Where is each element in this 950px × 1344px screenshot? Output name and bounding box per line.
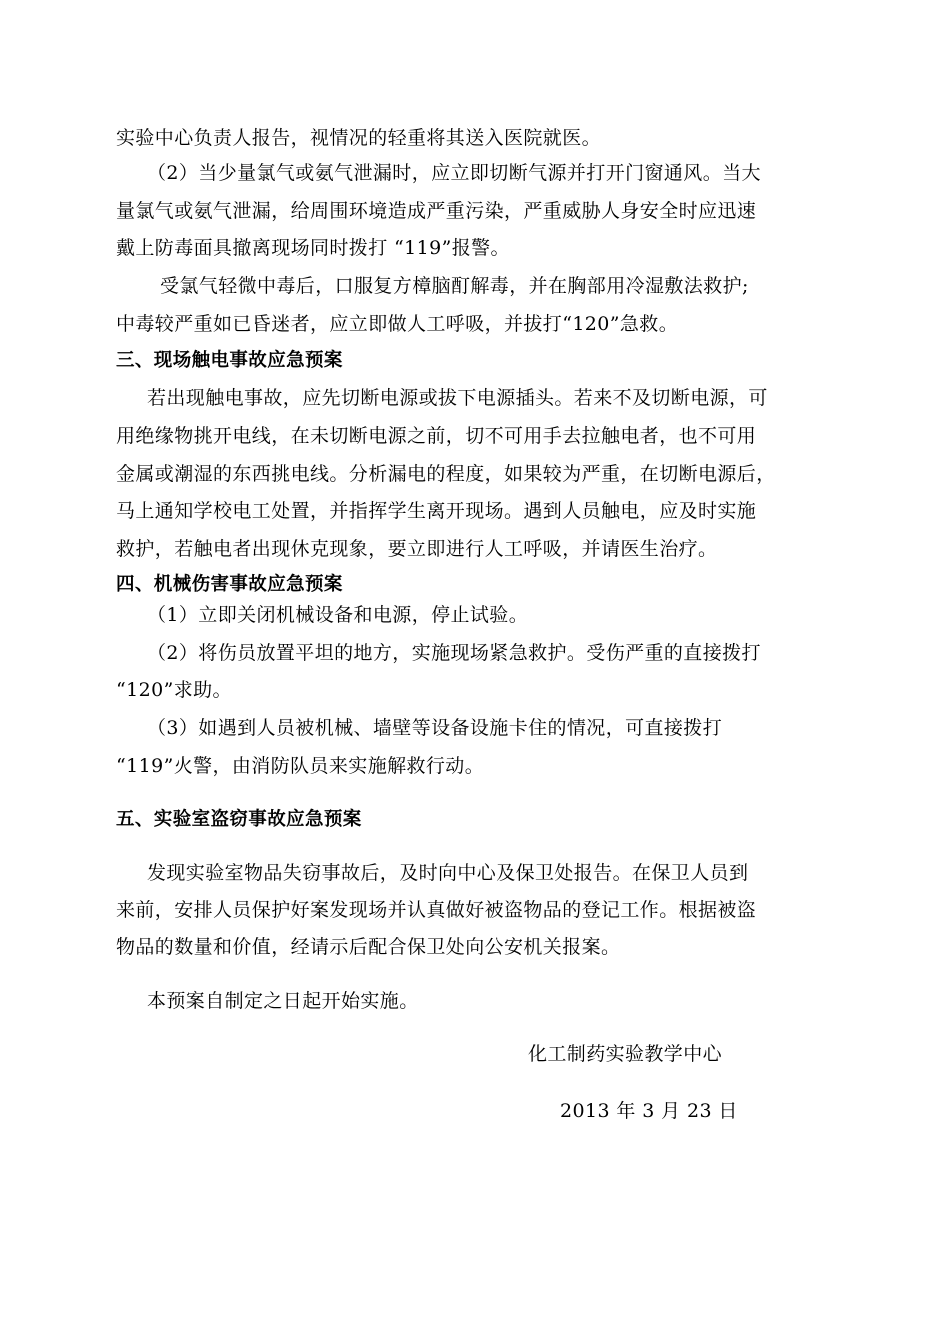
signature-organization: 化工制药实验教学中心 <box>528 1043 723 1065</box>
paragraph-line: 受氯气轻微中毒后，口服复方樟脑酊解毒，并在胸部用冷湿敷法救护; <box>160 275 749 297</box>
paragraph-line: 来前，安排人员保护好案发现场并认真做好被盗物品的登记工作。根据被盗 <box>116 899 757 921</box>
list-item-line: “120”求助。 <box>116 679 232 701</box>
list-item-line: （3）如遇到人员被机械、墙壁等设备设施卡住的情况，可直接拨打 <box>147 717 723 739</box>
paragraph-line: 发现实验室物品失窃事故后，及时向中心及保卫处报告。在保卫人员到 <box>147 862 749 884</box>
section-heading: 五、实验室盗窃事故应急预案 <box>116 809 362 830</box>
list-item-line: “119”火警，由消防队员来实施解救行动。 <box>116 755 485 777</box>
list-item-line: （2）将伤员放置平坦的地方，实施现场紧急救护。受伤严重的直接拨打 <box>147 642 761 664</box>
paragraph-line: 实验中心负责人报告，视情况的轻重将其送入医院就医。 <box>116 127 602 149</box>
paragraph-line: 若出现触电事故，应先切断电源或拔下电源插头。若来不及切断电源，可 <box>147 387 768 409</box>
paragraph-line: 戴上防毒面具撤离现场同时拨打 “119”报警。 <box>116 237 510 259</box>
section-heading: 四、机械伤害事故应急预案 <box>116 574 343 595</box>
signature-date: 2013 年 3 月 23 日 <box>560 1100 738 1122</box>
paragraph-line: 救护，若触电者出现休克现象，要立即进行人工呼吸，并请医生治疗。 <box>116 538 718 560</box>
section-heading: 三、现场触电事故应急预案 <box>116 350 343 371</box>
paragraph-line: 量氯气或氨气泄漏，给周围环境造成严重污染，严重威胁人身安全时应迅速 <box>116 200 757 222</box>
paragraph-line: 物品的数量和价值，经请示后配合保卫处向公安机关报案。 <box>116 936 621 958</box>
list-item-line: （2）当少量氯气或氨气泄漏时，应立即切断气源并打开门窗通风。当大 <box>147 162 761 184</box>
paragraph-line: 马上通知学校电工处置，并指挥学生离开现场。遇到人员触电，应及时实施 <box>116 500 757 522</box>
paragraph-line: 金属或潮湿的东西挑电线。分析漏电的程度，如果较为严重，在切断电源后， <box>116 463 776 485</box>
paragraph-line: 用绝缘物挑开电线，在未切断电源之前，切不可用手去拉触电者，也不可用 <box>116 425 757 447</box>
paragraph-line: 中毒较严重如已昏迷者，应立即做人工呼吸，并拔打“120”急救。 <box>116 313 679 335</box>
closing-statement: 本预案自制定之日起开始实施。 <box>147 990 419 1012</box>
list-item-line: （1）立即关闭机械设备和电源，停止试验。 <box>147 604 529 626</box>
